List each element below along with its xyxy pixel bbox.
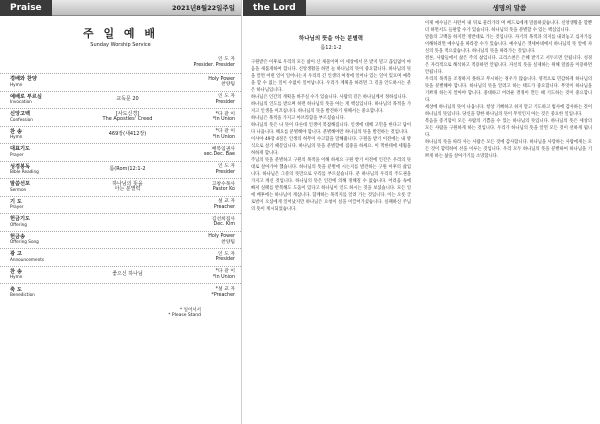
item-leader: 인 도 자 Presider: [215, 94, 235, 105]
item-english: Invocation: [10, 99, 32, 105]
item-detail: 469장(새412장): [108, 130, 147, 137]
sermon-page: [243, 0, 419, 424]
item-english: Bible Reading: [10, 169, 39, 175]
worship-title: 주 일 예 배: [83, 27, 158, 40]
item-leader: 설 교 자 Preacher: [213, 199, 235, 210]
item-korean: 헌금기도: [10, 216, 31, 223]
item-leader: *다 같 이 *In Union: [212, 111, 235, 123]
order-row: [0, 162, 241, 180]
paragraph: 말씀의 고백을 하지만 정반대로 가는 것입니다. 자기의 목적과 의지를 내려놓고 십자가를 이해하려면 예수님을 따라갈 수가 있습니다. 예수님은 겟세마네에서 하나님의 뜻 앞에 자신의 뜻을 적으셨습니다. 하나님의 뜻을 따라가는 것입니다.: [425, 35, 592, 54]
paragraph: 이제 예수님은 사탄이 내 뒤로 물러가라 며 베드로에게 말씀하셨습니다. 신앙생활을 할뿐더 하면서도 들판할 수가 있습니다. 하나님의 뜻을 분별할 수 있는 핵심입니다.: [425, 21, 592, 33]
item-english: Prayer: [10, 151, 24, 157]
order-row: [0, 179, 241, 197]
item-korean: 예배로 부르심: [10, 93, 42, 100]
item-detail: 교독문 20: [116, 95, 139, 102]
paragraph: 하나님은 목적을 가지고 아브라함을 부르셨습니다.: [251, 116, 345, 121]
item-leader: Holy Power 찬양팀: [208, 234, 235, 245]
item-leader: 인 도 자 Presider: [215, 164, 235, 175]
item-english: Benediction: [10, 292, 35, 298]
item-detail: 하나님의 뜻을 아는 분별력: [112, 180, 143, 193]
sermon-title: 하나님의 뜻을 아는 분별력: [298, 36, 364, 42]
item-detail: 롬(Rom)12:1-2: [109, 165, 146, 172]
service-date: 2021년8월22일주일: [171, 4, 235, 12]
order-row: [0, 232, 241, 250]
item-korean: 찬 송: [10, 128, 22, 135]
order-row: [0, 109, 241, 127]
order-row: [0, 74, 241, 92]
item-name: [10, 147, 72, 157]
item-korean: 경배와 찬양: [10, 76, 37, 83]
presider-cell: 인 도 자 Presider. Presider: [193, 56, 235, 68]
item-name: [10, 288, 72, 298]
order-row: [0, 197, 241, 215]
item-korean: 말씀선포: [10, 181, 31, 188]
item-name: [10, 95, 72, 105]
paragraph: 하나님의 인도를 받으며 하면 하나님의 뜻을 아는 게 핵심입니다. 하나님의 목적을 가지고 인생을 이끄십니다. 하나님의 뜻을 발견하기 위해서는 중요합니다.: [251, 102, 411, 114]
item-english: Prayer: [10, 204, 24, 210]
order-row: [0, 144, 241, 162]
left-header: [0, 0, 241, 16]
mid-header: [243, 0, 419, 16]
worship-subtitle: Sunday Worship Service: [90, 42, 151, 48]
item-korean: 성경봉독: [10, 163, 31, 170]
item-korean: 헌금송: [10, 233, 26, 240]
paragraph: 하나님의 뜻은 나 뜻이 다른데 인생이 복잡해집니다. 인생에 대해 고민을 한다고 답이 다 나옵니다. 해요를 분별해야 합니다. 분별해야만 하나님의 뜻을 발견하는 것입니다.: [251, 123, 411, 135]
presider-row: [0, 52, 241, 74]
paragraph: 하나님은 인간의 계획을 바꾸실 수가 있습니다. 사람의 길은 하나님께서 정하십니다.: [251, 95, 408, 100]
paragraph: 이사야 49장 4절은 인생의 허무이 수고함을 말해줍니다. 구원을 받기 이전에는 내 방식으로 살기 때문입니다. 하나님의 뜻을 분별할에 집중을 하세요. 이 먹한테에 세월을 허하게 합니다.: [251, 137, 411, 156]
item-korean: 기 도: [10, 198, 22, 205]
right-header: [419, 0, 600, 16]
item-english: Offering Song: [10, 239, 39, 245]
order-row: [0, 92, 241, 110]
item-name: [10, 270, 72, 280]
item-english: Hymn: [10, 81, 23, 87]
item-korean: 대표기도: [10, 146, 31, 153]
item-name: [10, 200, 72, 210]
word-of-life-page: [419, 0, 600, 424]
order-row: [0, 214, 241, 232]
paragraph: 구원받은 이후로 우리의 모든 삶이 산 제물이며 이 세상에서 본 받지 말고 끊임없이 마음을 새롭게하여 합니다. 신앙생활을 하면 늘 하나님의 뜻이 중요합니다. 하나님의 뜻을 알면 어떤 일이 일어나는지 우리의 긴 인생의 여정에 일어나 있는 일이 있으며 예측을 할 수 없는 일이 수없이 일어납니다. 우리가 계획을 하려면 그 길을 안도하시는 분은 하나님입니다.: [251, 60, 411, 93]
sermon-body: [243, 59, 419, 213]
item-leader: 김선희집사 Dec. Kim: [211, 216, 235, 228]
item-english: Hymn: [10, 134, 23, 140]
item-korean: 축 도: [10, 286, 22, 293]
word-of-life-title: 생명의 말씀: [492, 4, 527, 12]
paragraph: 복음을 증거함이 모든 사람의 기쁨을 수 있는 하나님의 뜻입니다. 하나님의 뜻은 세상의 모든 사람을 구원하게 하는 것입니다. 우리가 하나님의 뜻을 알면 모든 것이 선하게 됩니다.: [425, 119, 592, 138]
sermon-continued-body: [419, 20, 600, 160]
item-detail: 좋으신 하나님: [112, 270, 143, 277]
paragraph: 우리의 목적을 조정하지 못하고 무시하는 경우가 많습니다. 영적으로 민감하게 하나님의 뜻을 분별해야 합니다. 하나님의 뜻을 알려고 하는 태도가 중요합니다. 무엇이 하나님을 기쁘게 하는지 알아야 합니다. 중대하고 어려운 결정이 만든 때 기도하는 것이 중요합니다.: [425, 77, 592, 103]
item-leader: 배복임권사 sec.Dec. Bae: [203, 146, 235, 158]
praise-label: Praise: [0, 0, 52, 16]
item-name: [10, 112, 72, 122]
order-of-worship-page: [0, 0, 242, 424]
item-name: [10, 217, 72, 227]
item-english: Confession: [10, 116, 33, 122]
paragraph: 주님의 뜻을 분별하고 구원의 목적을 이해 하세요 구원 받기 이전에 인간은 우리의 뜻대로 살아가야 했습니다. 하나님의 뜻을 분별에 시는지를 발견하는 구원 이후의 삶입니다. 하나님은 그분의 뜻만으로 우리를 부르셨습니다. 분 하나님의 우리의 주도권을 가지고 계신 것입니다. 하나님의 뜻은 인간에 의해 정해질 수 없습니다. 어려움 속에 빠져 실패를 반복해도 도움이 있다고 하나님이 인도 하시는 것을 보셨습니다. 모든 일에 배후에는 하나님이 계십니다. 함께하는 목적지를 알려 가는 것입니다. 이는 오롯 글로벌이 오셨에게 일어났지만 하나님은 요청이 실을 이끌어가셨습니다. 실패하신 주님의 뜻이 계시되었습니다.: [251, 158, 411, 212]
paragraph: 결론, 사람들에서 삶은 주의 삶입니다. 크리스천은 은혜 받기고 서두르면 안됩니다. 성경은 자리적으로 해석하고 적용하면 안됩니다. 자신의 뜻을 실제하는 위해 말씀을 이용하면 안됩니다.: [425, 56, 592, 75]
item-detail: [사도신경] The Apostles' Creed: [102, 110, 153, 123]
stand-note: * 일어서서 * Please Stand: [168, 307, 201, 318]
item-name: [10, 252, 72, 262]
item-leader: 인 도 자 Presider: [215, 251, 235, 263]
order-row: [0, 127, 241, 145]
paragraph: 세상에 하나님의 뜻이 나옵니다. 항상 기뻐하고 쉬지 말고 기도하고 범사에 감사하는 것이 하나님의 뜻입니다. 당신을 향한 하나님의 뜻이 무엇인지 아는 것은 중요한 일입니다.: [425, 105, 592, 117]
order-row: [0, 284, 241, 302]
item-leader: *다 같 이 *In Union: [212, 129, 235, 140]
item-korean: 신앙고백: [10, 111, 31, 118]
item-english: Offering: [10, 221, 27, 227]
item-english: Announcements: [10, 256, 45, 262]
order-list: [0, 52, 241, 302]
paragraph: 하나님의 뜻을 따라 사는 사람은 모든 것에 감사합니다. 하나님을 사랑하는 사람에게는 모든 것이 합력하여 선을 이루는 것입니다. 우리 모두 하나님의 뜻을 분별하여 하나님을 기쁘게 하는 삶을 살아가기를 소망합니다.: [425, 140, 592, 159]
sermon-reference: 롬12:1-2: [320, 45, 342, 51]
item-name: [10, 182, 72, 192]
item-name: [10, 77, 72, 87]
item-name: [10, 165, 72, 175]
item-name: [10, 130, 72, 140]
item-leader: 고창수목사 Pastor Ko: [211, 181, 235, 193]
item-korean: 찬 송: [10, 268, 22, 275]
item-english: Hymn: [10, 274, 23, 280]
item-name: [10, 235, 72, 245]
item-leader: *다 같 이 *In Union: [212, 269, 235, 280]
item-leader: Holy Power 찬양팀: [208, 76, 235, 88]
order-row: [0, 249, 241, 267]
item-leader: *설 교 자 *Preacher: [211, 287, 235, 298]
the-lord-label: the Lord: [243, 0, 306, 16]
item-english: Sermon: [10, 186, 27, 192]
order-row: [0, 267, 241, 285]
item-korean: 광 고: [10, 251, 22, 258]
